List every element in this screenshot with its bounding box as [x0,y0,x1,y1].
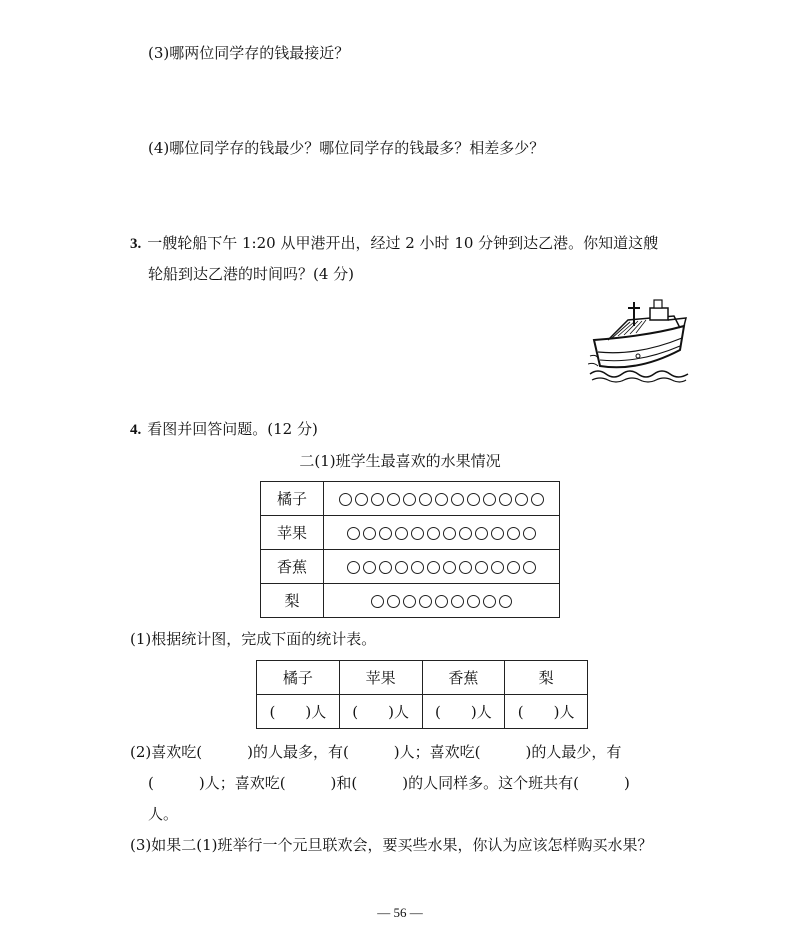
circle-icon [435,493,448,506]
stat-answer-cell: ( )人 [505,695,588,729]
q4-text: 看图并回答问题。(12 分) [147,420,318,438]
circle-icon [363,561,376,574]
pictograph-table [260,481,560,618]
circle-icon [475,527,488,540]
circle-icon [403,493,416,506]
pictograph-fruit-label: 梨 [261,584,324,618]
circle-icon [467,595,480,608]
statistics-table [256,660,588,729]
stat-header-cell: 香蕉 [422,661,505,695]
circle-icon [411,527,424,540]
circle-icon [475,561,488,574]
circle-icon [451,493,464,506]
circle-icon [507,527,520,540]
circle-icon [483,595,496,608]
circle-icon [459,527,472,540]
pictograph-circles [324,550,560,584]
pictograph-row [261,482,560,516]
q4-number: 4. [130,422,142,438]
circle-icon [363,527,376,540]
circle-icon [507,561,520,574]
circle-icon [499,493,512,506]
circle-icon [531,493,544,506]
q2-sub3: (3)哪两位同学存的钱最接近？ [148,44,350,62]
circle-icon [371,493,384,506]
pictograph-circles [324,482,560,516]
stat-answer-row [257,695,588,729]
pictograph-fruit-label: 苹果 [261,516,324,550]
circle-icon [347,561,360,574]
circle-icon [443,527,456,540]
pictograph-fruit-label: 香蕉 [261,550,324,584]
q4-sub1: (1)根据统计图，完成下面的统计表。 [130,630,377,648]
pictograph-row [261,550,560,584]
pictograph-row [261,516,560,550]
pictograph-circles [324,516,560,550]
stat-answer-cell: ( )人 [257,695,340,729]
circle-icon [379,527,392,540]
pictograph-fruit-label: 橘子 [261,482,324,516]
circle-icon [443,561,456,574]
circle-icon [459,561,472,574]
q2-sub4: (4)哪位同学存的钱最少？哪位同学存的钱最多？相差多少？ [148,139,545,157]
stat-header-cell: 橘子 [257,661,340,695]
circle-icon [419,595,432,608]
stat-answer-cell: ( )人 [339,695,422,729]
q4-sub2-line3: 人。 [148,805,179,823]
circle-icon [339,493,352,506]
circle-icon [523,527,536,540]
circle-icon [427,527,440,540]
q3-number: 3. [130,236,142,252]
q4-heading [130,418,318,439]
pictograph-circles [324,584,560,618]
stat-answer-cell: ( )人 [422,695,505,729]
circle-icon [427,561,440,574]
circle-icon [371,595,384,608]
circle-icon [451,595,464,608]
stat-header-cell: 梨 [505,661,588,695]
circle-icon [347,527,360,540]
circle-icon [395,527,408,540]
circle-icon [491,527,504,540]
q4-sub2-line1: (2)喜欢吃( )的人最多，有( )人；喜欢吃( )的人最少，有 [130,743,622,761]
q3-text: 一艘轮船下午 1:20 从甲港开出，经过 2 小时 10 分钟到达乙港。你知道这艘 [147,234,659,252]
q3-line2: 轮船到达乙港的时间吗？(4 分) [148,265,355,283]
circle-icon [483,493,496,506]
page-number: — 56 — [377,905,423,920]
stat-header-row [257,661,588,695]
circle-icon [499,595,512,608]
circle-icon [435,595,448,608]
q4-sub2-line2: ( )人；喜欢吃( )和( )的人同样多。这个班共有( ) [148,774,630,792]
figure-title: 二(1)班学生最喜欢的水果情况 [299,452,501,470]
circle-icon [515,493,528,506]
q4-sub3: (3)如果二(1)班举行一个元旦联欢会，要买些水果，你认为应该怎样购买水果？ [130,836,653,854]
ship-illustration [588,296,690,384]
circle-icon [355,493,368,506]
circle-icon [379,561,392,574]
circle-icon [395,561,408,574]
stat-header-cell: 苹果 [339,661,422,695]
q3-line1 [130,232,658,253]
circle-icon [411,561,424,574]
circle-icon [467,493,480,506]
pictograph-row [261,584,560,618]
circle-icon [387,595,400,608]
circle-icon [491,561,504,574]
circle-icon [403,595,416,608]
circle-icon [387,493,400,506]
circle-icon [523,561,536,574]
circle-icon [419,493,432,506]
